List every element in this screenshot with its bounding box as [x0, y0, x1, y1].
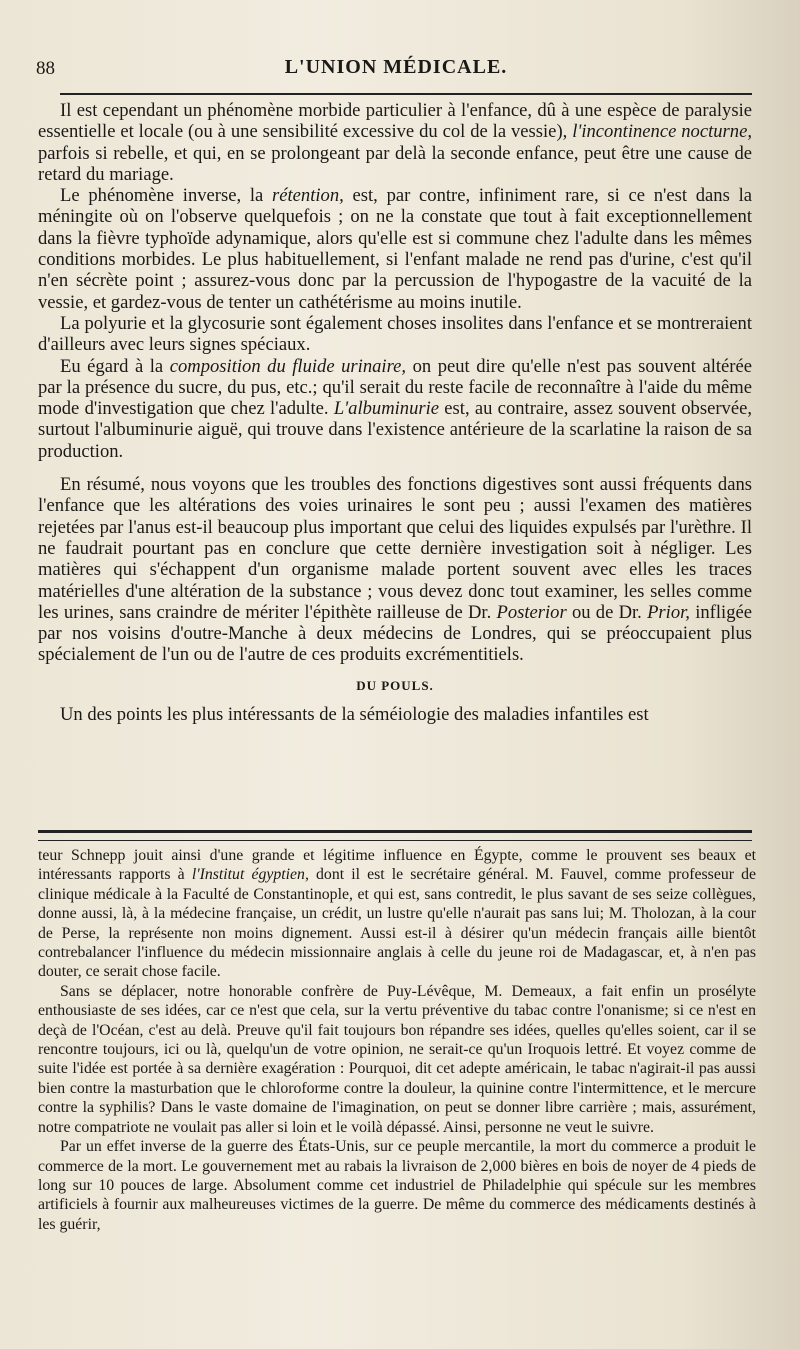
header-rule [60, 93, 752, 95]
term-institut-egyptien: l'Institut égyptien, [191, 866, 309, 884]
term-composition: composition du fluide urinaire, [169, 355, 407, 377]
journal-title: L'UNION MÉDICALE. [284, 56, 508, 78]
paragraph-resume: En résumé, nous voyons que les troubles des fonctions digestives sont aussi fréquents dans l'enfance que les altérations des voies urinaires le sont peu ; aussi l'examen des matières rejetées par l'anus est-il beaucoup plus important que celui des liquides expulsés par l'urèthre. Il ne faudrait pourtant pas en conclure que cette dernière investigation soit à négliger. Les matières qui s'échappent d'un organisme malade portent souvent avec elles les traces matérielles d'une altération de la substance ; vous devez donc tout examiner, les selles comme les urines, sans craindre de mériter l'épithète railleuse de Dr. Posterior ou de Dr. Prior, infligée par nos voisins d'outre-Manche à deux médecins de Londres, qui se préoccupaient plus spécialement de l'un ou de l'autre de ces produits excrémentitiels. [38, 474, 752, 666]
page-number: 88 [36, 58, 55, 79]
footnote-separator [38, 830, 752, 841]
paragraph-pouls: Un des points les plus intéressants de la séméiologie des maladies infantiles est [60, 704, 649, 726]
main-body [38, 100, 752, 725]
term-posterior: Posterior [496, 601, 567, 623]
section-title: DU POULS. [356, 677, 434, 693]
paragraph-incontinence: Il est cependant un phénomène morbide particulier à l'enfance, dû à une espèce de paralysie essentielle et locale (ou à une sensibilité excessive du col de la vessie), l'incontinence nocturne, parfois si rebelle, et qui, en se prolongeant par delà la seconde enfance, peut être une cause de retard du mariage. [38, 100, 752, 185]
paragraph-polyurie: La polyurie et la glycosurie sont également choses insolites dans l'enfance et se montreraient d'ailleurs avec leurs signes spéciaux. [38, 312, 752, 356]
page-header [36, 52, 756, 92]
footnote-paragraph-guerre: Par un effet inverse de la guerre des États-Unis, sur ce peuple mercantile, la mort du commerce a produit le commerce de la mort. Le gouvernement met au rabais la livraison de 2,000 bières en bois de noyer de 4 pieds de long sur 10 pouces de large. Absolument comme cet industriel de Philadelphie qui spécule sur les membres artificiels à fournir aux malheureuses victimes de la guerre. De même du commerce des médicaments destinés à les guérir, [38, 1138, 756, 1233]
footnote-paragraph-demeaux: Sans se déplacer, notre honorable confrère de Puy-Lévêque, M. Demeaux, a fait enfin un prosélyte enthousiaste de ses idées, car ce n'est que cela, sur la vertu préventive du tabac contre l'onanisme; si ce n'est en deçà de l'Océan, c'est au delà. Preuve qu'il fait toujours bon répandre ses idées, quelles qu'elles soient, car il se rencontre toujours, ici ou là, quelqu'un de votre opinion, ne serait-ce qu'un Iroquois lettré. Et voyez comme de suite l'idée est portée à sa dernière exagération : Pourquoi, dit cet adepte américain, le tabac n'agirait-il pas aussi bien contre la masturbation que le chloroforme contre la douleur, la quinine contre l'intermittence, et le mercure contre la syphilis? Dans le vaste domaine de l'imagination, on peut se donner libre carrière ; mais, assurément, notre compatriote ne voulait pas aller si loin et le voilà dépassé. Ainsi, personne ne veut le suivre. [38, 982, 756, 1136]
term-prior: Prior, [647, 601, 690, 623]
term-retention: rétention, [272, 185, 344, 207]
term-incontinence-nocturne: l'incontinence nocturne, [572, 121, 752, 143]
footnote-paragraph-schnepp: teur Schnepp jouit ainsi d'une grande et légitime influence en Égypte, comme le prouvent ses beaux et intéressants rapports à l'Institut égyptien, dont il est le secrétaire général. M. Fauvel, comme professeur de clinique médicale à la Faculté de Constantinople, et qui est, sans contredit, le plus savant de ses seize collègues, donne aussi, là, à la médecine française, un crédit, un lustre qu'elle n'aurait pas sans lui; M. Tholozan, à la cour de Perse, la représente non moins dignement. Aussi est-il à désirer qu'un médecin français aille bientôt contrebalancer l'influence du médecin missionnaire anglais à celle du jeune roi de Madagascar, et, à n'en pas douter, ce serait chose facile. [38, 847, 757, 981]
term-albuminurie: L'albuminurie [333, 398, 440, 420]
paragraph-retention: Le phénomène inverse, la rétention, est, par contre, infiniment rare, si ce n'est dans la méningite où on l'observe quelquefois ; on ne la constate que tout à fait exceptionnellement dans la fièvre typhoïde adynamique, alors qu'elle est si commune chez l'adulte dans les mêmes conditions morbides. Le plus habituellement, si l'enfant malade ne rend pas d'urine, c'est qu'il n'en sécrète point ; assurez-vous donc par la percussion de l'hypogastre de la vacuité de la vessie, et gardez-vous de tenter un cathétérisme au moins inutile. [38, 185, 752, 313]
paragraph-composition: Eu égard à la composition du fluide urinaire, on peut dire qu'elle n'est pas souvent altérée par la présence du sucre, du pus, etc.; qu'il serait du reste facile de reconnaître à l'aide du même mode d'investigation que chez l'adulte. L'albuminurie est, au contraire, assez souvent observée, surtout l'albuminurie aiguë, qui trouve dans l'existence antérieure de la scarlatine la raison de sa production. [38, 355, 752, 462]
footnote-body [38, 846, 756, 1234]
